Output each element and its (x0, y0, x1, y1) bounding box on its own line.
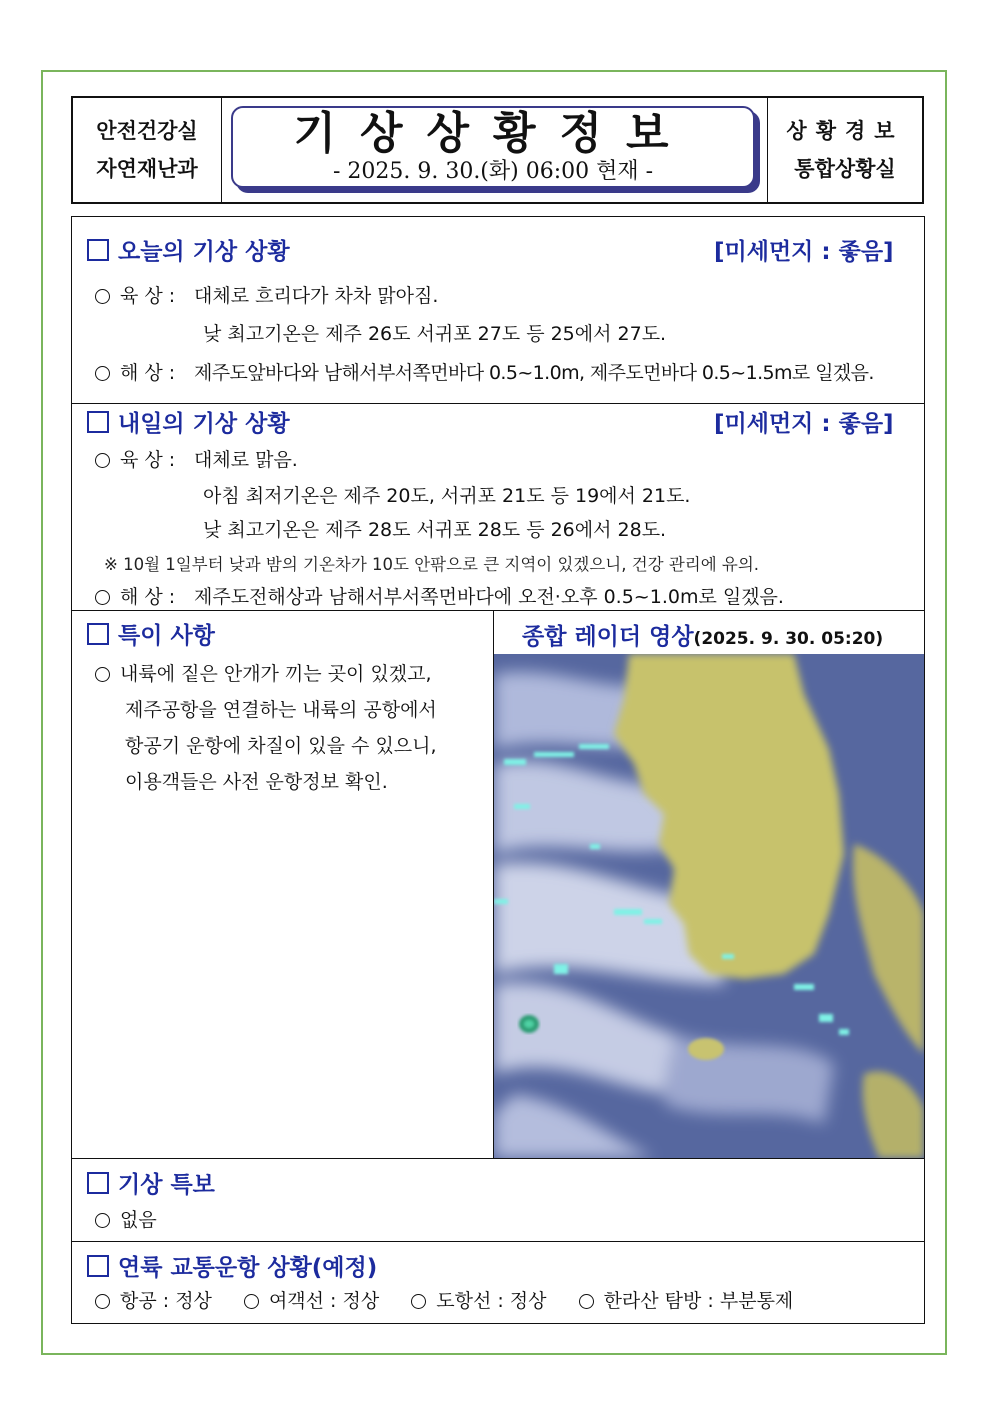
checkbox-icon (87, 411, 109, 433)
divider (71, 403, 925, 404)
department-line-1: 안전건강실 (96, 119, 198, 143)
today-land: 육 상 : 대체로 흐리다가 차차 맑아짐. (95, 281, 438, 308)
radar-composite-image (494, 654, 924, 1158)
tomorrow-sea: 해 상 : 제주도전해상과 남해서부서쪽먼바다에 오전·오후 0.5~1.0m로 일겠음. (95, 582, 784, 609)
tomorrow-land: 육 상 : 대체로 맑음. (95, 445, 298, 472)
report-datetime: - 2025. 9. 30.(화) 06:00 현재 - (332, 159, 654, 184)
divider (71, 1241, 925, 1242)
divider (71, 1158, 925, 1159)
checkbox-icon (87, 239, 109, 261)
bullet-circle-icon (411, 1294, 426, 1309)
office-line-1: 상황경보 (786, 119, 904, 143)
traffic-item-island-ferry: 도항선 : 정상 (411, 1286, 546, 1313)
bullet-circle-icon (95, 1213, 110, 1228)
tomorrow-dust-level: [미세먼지 : 좋음] (714, 411, 894, 437)
bullet-circle-icon (95, 453, 110, 468)
office-line-2: 통합상황실 (794, 157, 896, 181)
tomorrow-note: ※ 10월 1일부터 낮과 밤의 기온차가 10도 안팎으로 큰 지역이 있겠으니, 건강 관리에 유의. (104, 555, 760, 574)
warning-section-title: 기상 특보 (87, 1166, 215, 1199)
traffic-section-title: 연륙 교통운항 상황(예정) (87, 1249, 377, 1282)
radar-title: 종합 레이더 영상(2025. 9. 30. 05:20) (522, 624, 884, 650)
page-title: 기상상황정보 (293, 108, 693, 159)
tomorrow-morning-temperature: 아침 최저기온은 제주 20도, 서귀포 21도 등 19에서 21도. (203, 485, 691, 507)
tomorrow-day-temperature: 낮 최고기온은 제주 28도 서귀포 28도 등 26에서 28도. (203, 519, 667, 541)
title-box (231, 106, 755, 188)
divider (71, 610, 925, 611)
special-line: 이용객들은 사전 운항정보 확인. (125, 771, 388, 793)
tomorrow-section-title: 내일의 기상 상황 (87, 405, 290, 438)
warning-value: 없음 (95, 1205, 157, 1232)
traffic-item-hallasan: 한라산 탐방 : 부분통제 (579, 1286, 794, 1313)
special-line: 제주공항을 연결하는 내륙의 공항에서 (125, 699, 437, 721)
checkbox-icon (87, 1255, 109, 1277)
department-line-2: 자연재난과 (96, 157, 198, 181)
today-dust-level: [미세먼지 : 좋음] (714, 239, 894, 265)
special-notes (95, 656, 495, 800)
traffic-item-ferry: 여객선 : 정상 (244, 1286, 379, 1313)
today-section-title: 오늘의 기상 상황 (87, 233, 290, 266)
traffic-item-air: 항공 : 정상 (95, 1286, 212, 1313)
checkbox-icon (87, 1172, 109, 1194)
bullet-circle-icon (95, 366, 110, 381)
bullet-circle-icon (95, 590, 110, 605)
department-block (73, 98, 222, 202)
today-sea: 해 상 : 제주도앞바다와 남해서부서쪽먼바다 0.5~1.0m, 제주도먼바다 0.5~1.5m로 일겠음. (95, 358, 874, 385)
bullet-circle-icon (95, 667, 110, 682)
special-section-title: 특이 사항 (87, 617, 215, 650)
special-line: 내륙에 짙은 안개가 끼는 곳이 있겠고, (95, 656, 495, 692)
header-box (71, 96, 924, 204)
checkbox-icon (87, 623, 109, 645)
office-block (767, 98, 922, 202)
radar-image (494, 654, 924, 1158)
today-land-temperature: 낮 최고기온은 제주 26도 서귀포 27도 등 25에서 27도. (203, 323, 667, 345)
traffic-status-row (95, 1286, 793, 1313)
special-line: 항공기 운항에 차질이 있을 수 있으니, (125, 735, 437, 757)
bullet-circle-icon (95, 289, 110, 304)
bullet-circle-icon (579, 1294, 594, 1309)
bullet-circle-icon (95, 1294, 110, 1309)
bullet-circle-icon (244, 1294, 259, 1309)
